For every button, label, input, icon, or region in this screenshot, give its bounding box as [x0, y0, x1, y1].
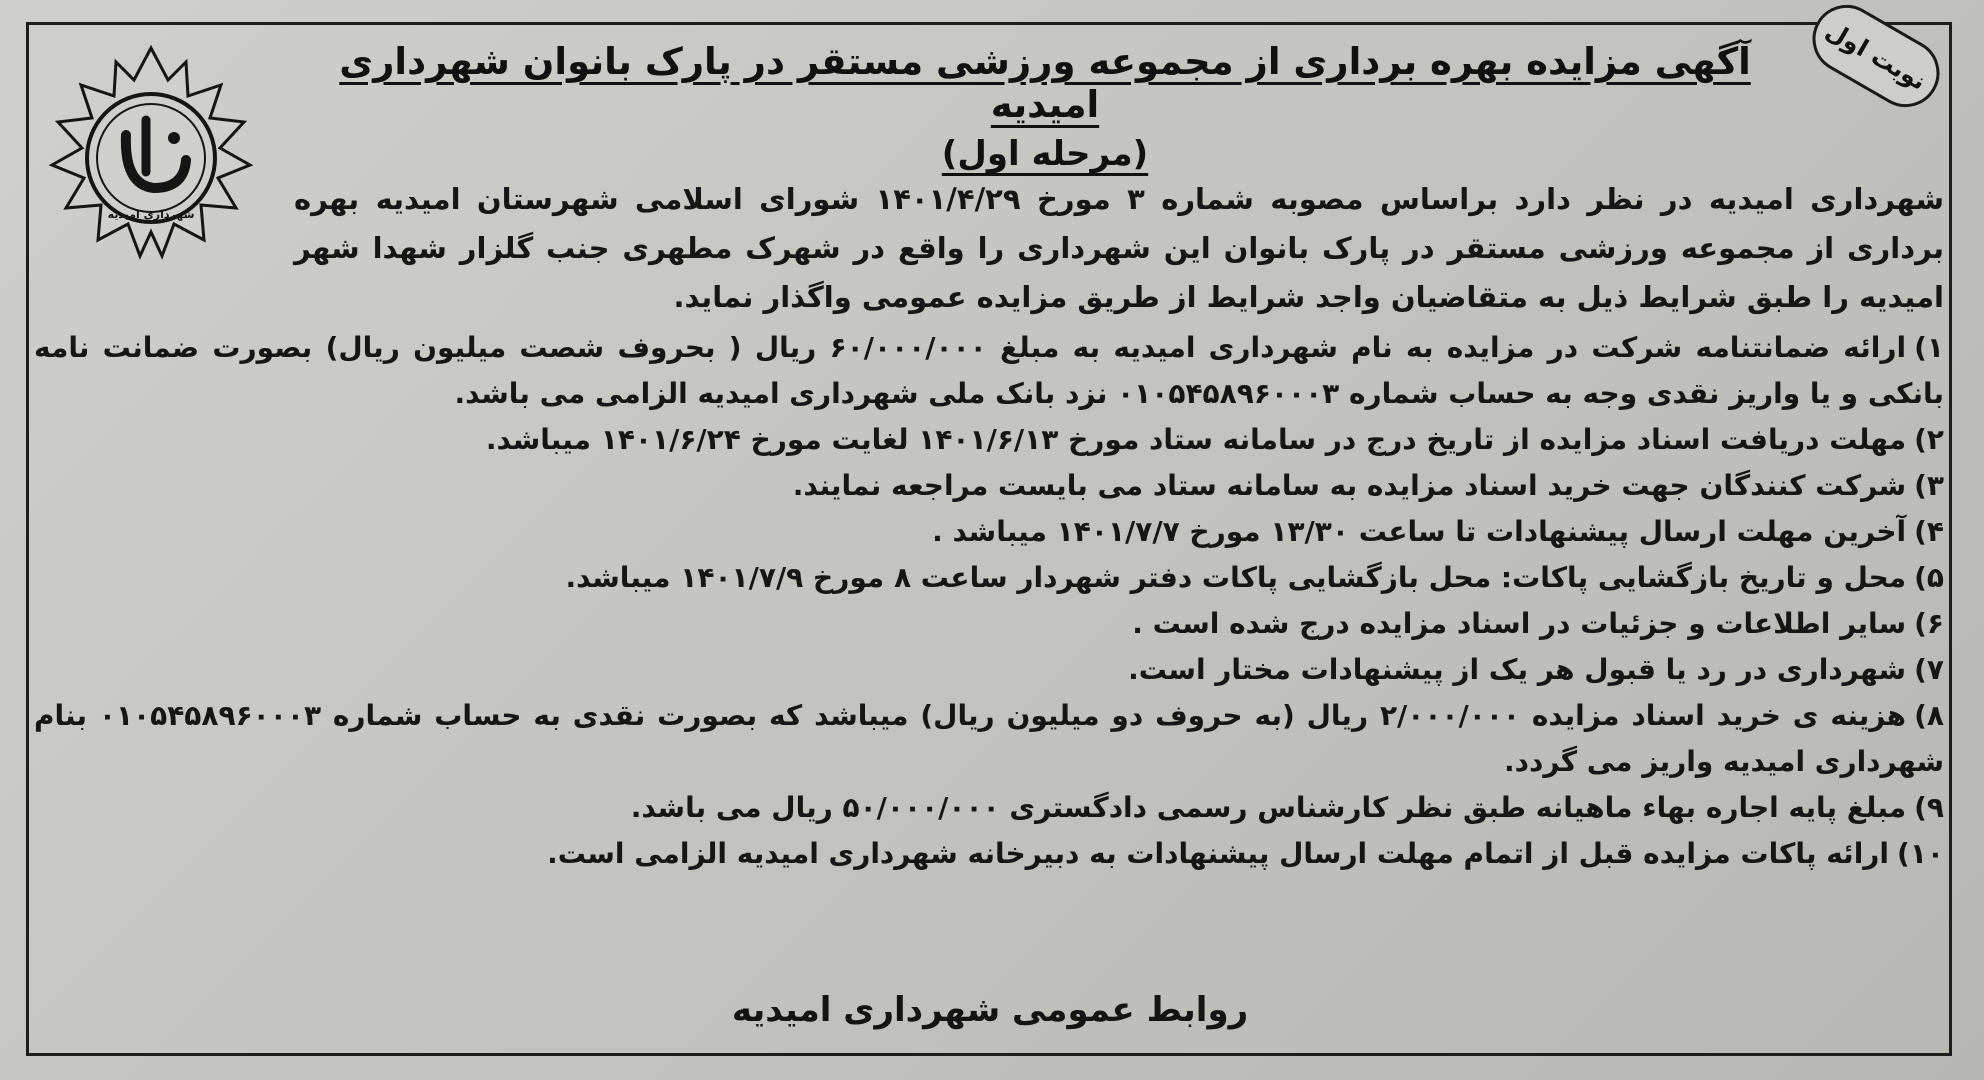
list-item — [34, 325, 1944, 417]
municipality-emblem-icon — [36, 40, 266, 270]
list-item — [34, 831, 1944, 877]
list-item — [34, 647, 1944, 693]
list-item — [34, 463, 1944, 509]
list-item — [34, 555, 1944, 601]
item-text: شهرداری در رد یا قبول هر یک از پیشنهادات مختار است. — [1128, 653, 1907, 686]
item-text: مبلغ پایه اجاره بهاء ماهیانه طبق نظر کارشناس رسمی دادگستری ۵۰/۰۰۰/۰۰۰ ریال می باشد. — [630, 791, 1907, 824]
item-text: مهلت دریافت اسناد مزایده از تاریخ درج در سامانه ستاد مورخ ۱۴۰۱/۶/۱۳ لغایت مورخ ۱۴۰۱/۶/۲۴ میباشد. — [485, 423, 1907, 456]
item-number: ۱۰) — [1897, 837, 1944, 870]
item-number: ۹) — [1914, 791, 1944, 824]
item-number: ۶) — [1914, 607, 1944, 640]
item-text: هزینه ی خرید اسناد مزایده ۲/۰۰۰/۰۰۰ ریال (به حروف دو میلیون ریال) میباشد که بصورت نقدی به حساب شماره ۰۱۰۵۴۵۸۹۶۰۰۰۳ بنام شهرداری امیدیه واریز می گردد. — [34, 699, 1944, 778]
intro-paragraph: شهرداری امیدیه در نظر دارد براساس مصوبه شماره ۳ مورخ ۱۴۰۱/۴/۲۹ شورای اسلامی شهرستان امیدیه بهره برداری از مجموعه ورزشی مستقر در پارک بانوان این شهرداری را واقع در شهرک مطهری جنب گلزار شهدا شهر امیدیه را طبق شرایط ذیل به متقاضیان واجد شرایط از طریق مزایده عمومی واگذار نماید. — [294, 182, 1944, 314]
list-item — [34, 509, 1944, 555]
list-item — [34, 601, 1944, 647]
badge-label: نوبت اول — [1821, 16, 1931, 96]
item-text: ارائه پاکات مزایده قبل از اتمام مهلت ارسال پیشنهادات به دبیرخانه شهرداری امیدیه الزامی است. — [547, 837, 1890, 870]
notice-title — [330, 40, 1760, 174]
item-text: محل و تاریخ بازگشایی پاکات: محل بازگشایی پاکات دفتر شهردار ساعت ۸ مورخ ۱۴۰۱/۷/۹ میباشد. — [565, 561, 1907, 594]
item-text: آخرین مهلت ارسال پیشنهادات تا ساعت ۱۳/۳۰ مورخ ۱۴۰۱/۷/۷ میباشد . — [932, 515, 1907, 548]
item-number: ۵) — [1914, 561, 1944, 594]
conditions-list — [34, 325, 1944, 877]
item-number: ۱) — [1914, 331, 1944, 364]
item-number: ۸) — [1914, 699, 1944, 732]
item-number: ۷) — [1914, 653, 1944, 686]
item-text: سایر اطلاعات و جزئیات در اسناد مزایده درج شده است . — [1132, 607, 1907, 640]
emblem-caption: شهرداری امیدیه — [107, 208, 195, 221]
public-relations-signature: روابط عمومی شهرداری امیدیه — [731, 990, 1249, 1030]
item-text: ارائه ضمانتنامه شرکت در مزایده به نام شهرداری امیدیه به مبلغ ۶۰/۰۰۰/۰۰۰ ریال ( بحروف شصت میلیون ریال) بصورت ضمانت نامه بانکی و یا واریز نقدی وجه به حساب شماره ۰۱۰۵۴۵۸۹۶۰۰۰۳ نزد بانک ملی شهرداری امیدیه الزامی می باشد. — [34, 331, 1944, 410]
list-item — [34, 693, 1944, 785]
title-line-1: آگهی مزایده بهره برداری از مجموعه ورزشی مستقر در پارک بانوان شهرداری امیدیه — [339, 40, 1751, 126]
item-text: شرکت کنندگان جهت خرید اسناد مزایده به سامانه ستاد می بایست مراجعه نمایند. — [792, 469, 1907, 502]
item-number: ۲) — [1914, 423, 1944, 456]
item-number: ۳) — [1914, 469, 1944, 502]
list-item — [34, 785, 1944, 831]
list-item — [34, 417, 1944, 463]
title-line-2: (مرحله اول) — [941, 134, 1149, 174]
item-number: ۴) — [1914, 515, 1944, 548]
